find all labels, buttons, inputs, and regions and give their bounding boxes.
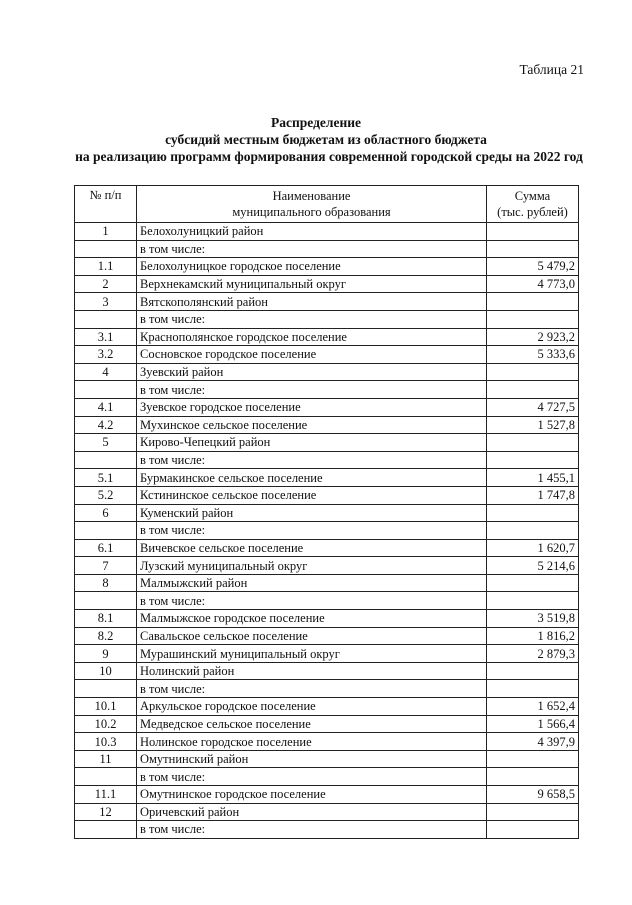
header-name: [137, 186, 487, 223]
row-name-cell: в том числе:: [137, 592, 487, 610]
row-number-cell: 10.1: [75, 698, 137, 716]
row-name-cell: Малмыжское городское поселение: [137, 610, 487, 628]
row-sum-cell: [487, 240, 579, 258]
row-sum-cell: 1 652,4: [487, 698, 579, 716]
table-row: [75, 363, 579, 381]
row-number-cell: 11: [75, 750, 137, 768]
table-row: [75, 504, 579, 522]
table-row: [75, 416, 579, 434]
row-number-cell: 5.2: [75, 486, 137, 504]
table-row: [75, 275, 579, 293]
row-name-cell: Нолинское городское поселение: [137, 733, 487, 751]
row-number-cell: 6.1: [75, 539, 137, 557]
header-sum-line-1: Сумма: [514, 189, 551, 203]
row-name-cell: Лузский муниципальный округ: [137, 557, 487, 575]
row-sum-cell: 1 620,7: [487, 539, 579, 557]
row-name-cell: Аркульское городское поселение: [137, 698, 487, 716]
row-name-cell: Вичевское сельское поселение: [137, 539, 487, 557]
row-name-cell: Савальское сельское поселение: [137, 627, 487, 645]
row-sum-cell: [487, 750, 579, 768]
header-sum-line-2: (тыс. рублей): [497, 205, 568, 219]
row-number-cell: [75, 451, 137, 469]
row-number-cell: 3.1: [75, 328, 137, 346]
table-row: [75, 539, 579, 557]
row-sum-cell: [487, 310, 579, 328]
row-number-cell: [75, 821, 137, 839]
row-sum-cell: 5 479,2: [487, 258, 579, 276]
row-sum-cell: [487, 522, 579, 540]
header-sum: [487, 186, 579, 223]
row-number-cell: 8: [75, 574, 137, 592]
row-name-cell: Оричевский район: [137, 803, 487, 821]
row-sum-cell: 1 527,8: [487, 416, 579, 434]
row-number-cell: 12: [75, 803, 137, 821]
row-sum-cell: 4 727,5: [487, 398, 579, 416]
row-number-cell: [75, 381, 137, 399]
row-name-cell: Вятскополянский район: [137, 293, 487, 311]
row-sum-cell: 1 566,4: [487, 715, 579, 733]
row-name-cell: в том числе:: [137, 381, 487, 399]
row-number-cell: 4: [75, 363, 137, 381]
row-name-cell: в том числе:: [137, 768, 487, 786]
row-number-cell: 2: [75, 275, 137, 293]
table-row: [75, 662, 579, 680]
row-number-cell: 1.1: [75, 258, 137, 276]
table-row: [75, 821, 579, 839]
row-number-cell: 10: [75, 662, 137, 680]
table-row: [75, 557, 579, 575]
row-number-cell: 4.2: [75, 416, 137, 434]
row-name-cell: Омутнинское городское поселение: [137, 786, 487, 804]
table-row: [75, 698, 579, 716]
table-row: [75, 223, 579, 241]
table-row: [75, 592, 579, 610]
row-number-cell: 8.1: [75, 610, 137, 628]
row-sum-cell: [487, 821, 579, 839]
row-sum-cell: [487, 363, 579, 381]
row-name-cell: в том числе:: [137, 310, 487, 328]
row-sum-cell: [487, 434, 579, 452]
table-row: [75, 574, 579, 592]
table-row: [75, 398, 579, 416]
row-sum-cell: 5 333,6: [487, 346, 579, 364]
row-number-cell: [75, 310, 137, 328]
table-row: [75, 680, 579, 698]
header-name-line-2: муниципального образования: [232, 205, 391, 219]
row-number-cell: 6: [75, 504, 137, 522]
row-sum-cell: 4 397,9: [487, 733, 579, 751]
title-line-1: Распределение: [270, 115, 362, 130]
row-name-cell: Бурмакинское сельское поселение: [137, 469, 487, 487]
row-sum-cell: [487, 803, 579, 821]
table-row: [75, 310, 579, 328]
row-number-cell: 9: [75, 645, 137, 663]
table-row: [75, 346, 579, 364]
row-number-cell: 1: [75, 223, 137, 241]
row-number-cell: 3.2: [75, 346, 137, 364]
row-sum-cell: 2 923,2: [487, 328, 579, 346]
table-row: [75, 258, 579, 276]
row-name-cell: Нолинский район: [137, 662, 487, 680]
row-sum-cell: 1 455,1: [487, 469, 579, 487]
row-name-cell: в том числе:: [137, 522, 487, 540]
row-name-cell: Мухинское сельское поселение: [137, 416, 487, 434]
table-row: [75, 486, 579, 504]
table-row: [75, 803, 579, 821]
row-number-cell: 4.1: [75, 398, 137, 416]
row-sum-cell: [487, 381, 579, 399]
row-sum-cell: [487, 680, 579, 698]
table-row: [75, 293, 579, 311]
row-number-cell: [75, 592, 137, 610]
table-row: [75, 610, 579, 628]
row-name-cell: в том числе:: [137, 821, 487, 839]
row-name-cell: Сосновское городское поселение: [137, 346, 487, 364]
title-line-3: на реализацию программ формирования современной городской среды на 2022 год: [75, 149, 583, 164]
table-row: [75, 645, 579, 663]
row-number-cell: [75, 768, 137, 786]
table-row: [75, 240, 579, 258]
table-row: [75, 328, 579, 346]
row-sum-cell: 5 214,6: [487, 557, 579, 575]
row-sum-cell: [487, 574, 579, 592]
table-number-label: Таблица 21: [519, 62, 584, 77]
row-name-cell: Белохолуницкое городское поселение: [137, 258, 487, 276]
row-sum-cell: 4 773,0: [487, 275, 579, 293]
table-row: [75, 715, 579, 733]
row-name-cell: Малмыжский район: [137, 574, 487, 592]
row-sum-cell: 1 747,8: [487, 486, 579, 504]
document-title: [0, 114, 632, 165]
row-sum-cell: 1 816,2: [487, 627, 579, 645]
row-name-cell: в том числе:: [137, 451, 487, 469]
row-name-cell: Зуевское городское поселение: [137, 398, 487, 416]
row-name-cell: Кирово-Чепецкий район: [137, 434, 487, 452]
title-line-2: субсидий местным бюджетам из областного бюджета: [165, 132, 487, 147]
row-sum-cell: 9 658,5: [487, 786, 579, 804]
row-name-cell: Омутнинский район: [137, 750, 487, 768]
table-row: [75, 469, 579, 487]
table-row: [75, 768, 579, 786]
row-sum-cell: [487, 293, 579, 311]
row-name-cell: Куменский район: [137, 504, 487, 522]
row-sum-cell: [487, 768, 579, 786]
table-header-row: [75, 186, 579, 223]
header-number: [75, 186, 137, 223]
row-sum-cell: [487, 662, 579, 680]
row-number-cell: [75, 522, 137, 540]
row-number-cell: [75, 240, 137, 258]
row-sum-cell: 2 879,3: [487, 645, 579, 663]
header-name-line-1: Наименование: [272, 189, 351, 203]
row-sum-cell: 3 519,8: [487, 610, 579, 628]
row-name-cell: Краснополянское городское поселение: [137, 328, 487, 346]
row-number-cell: 7: [75, 557, 137, 575]
row-number-cell: 10.3: [75, 733, 137, 751]
row-number-cell: 5: [75, 434, 137, 452]
row-number-cell: 5.1: [75, 469, 137, 487]
row-number-cell: 10.2: [75, 715, 137, 733]
subsidy-distribution-table: [74, 185, 579, 839]
row-name-cell: в том числе:: [137, 240, 487, 258]
row-name-cell: Верхнекамский муниципальный округ: [137, 275, 487, 293]
row-number-cell: 11.1: [75, 786, 137, 804]
row-number-cell: 8.2: [75, 627, 137, 645]
row-name-cell: Белохолуницкий район: [137, 223, 487, 241]
table-row: [75, 381, 579, 399]
row-name-cell: Кстининское сельское поселение: [137, 486, 487, 504]
row-number-cell: [75, 680, 137, 698]
table-row: [75, 434, 579, 452]
row-sum-cell: [487, 451, 579, 469]
row-name-cell: Медведское сельское поселение: [137, 715, 487, 733]
table-row: [75, 522, 579, 540]
table-row: [75, 750, 579, 768]
row-name-cell: Мурашинский муниципальный округ: [137, 645, 487, 663]
row-name-cell: в том числе:: [137, 680, 487, 698]
table-row: [75, 786, 579, 804]
table-row: [75, 627, 579, 645]
row-number-cell: 3: [75, 293, 137, 311]
row-sum-cell: [487, 223, 579, 241]
header-number-label: № п/п: [89, 188, 122, 202]
table-row: [75, 451, 579, 469]
row-sum-cell: [487, 504, 579, 522]
row-sum-cell: [487, 592, 579, 610]
table-row: [75, 733, 579, 751]
row-name-cell: Зуевский район: [137, 363, 487, 381]
